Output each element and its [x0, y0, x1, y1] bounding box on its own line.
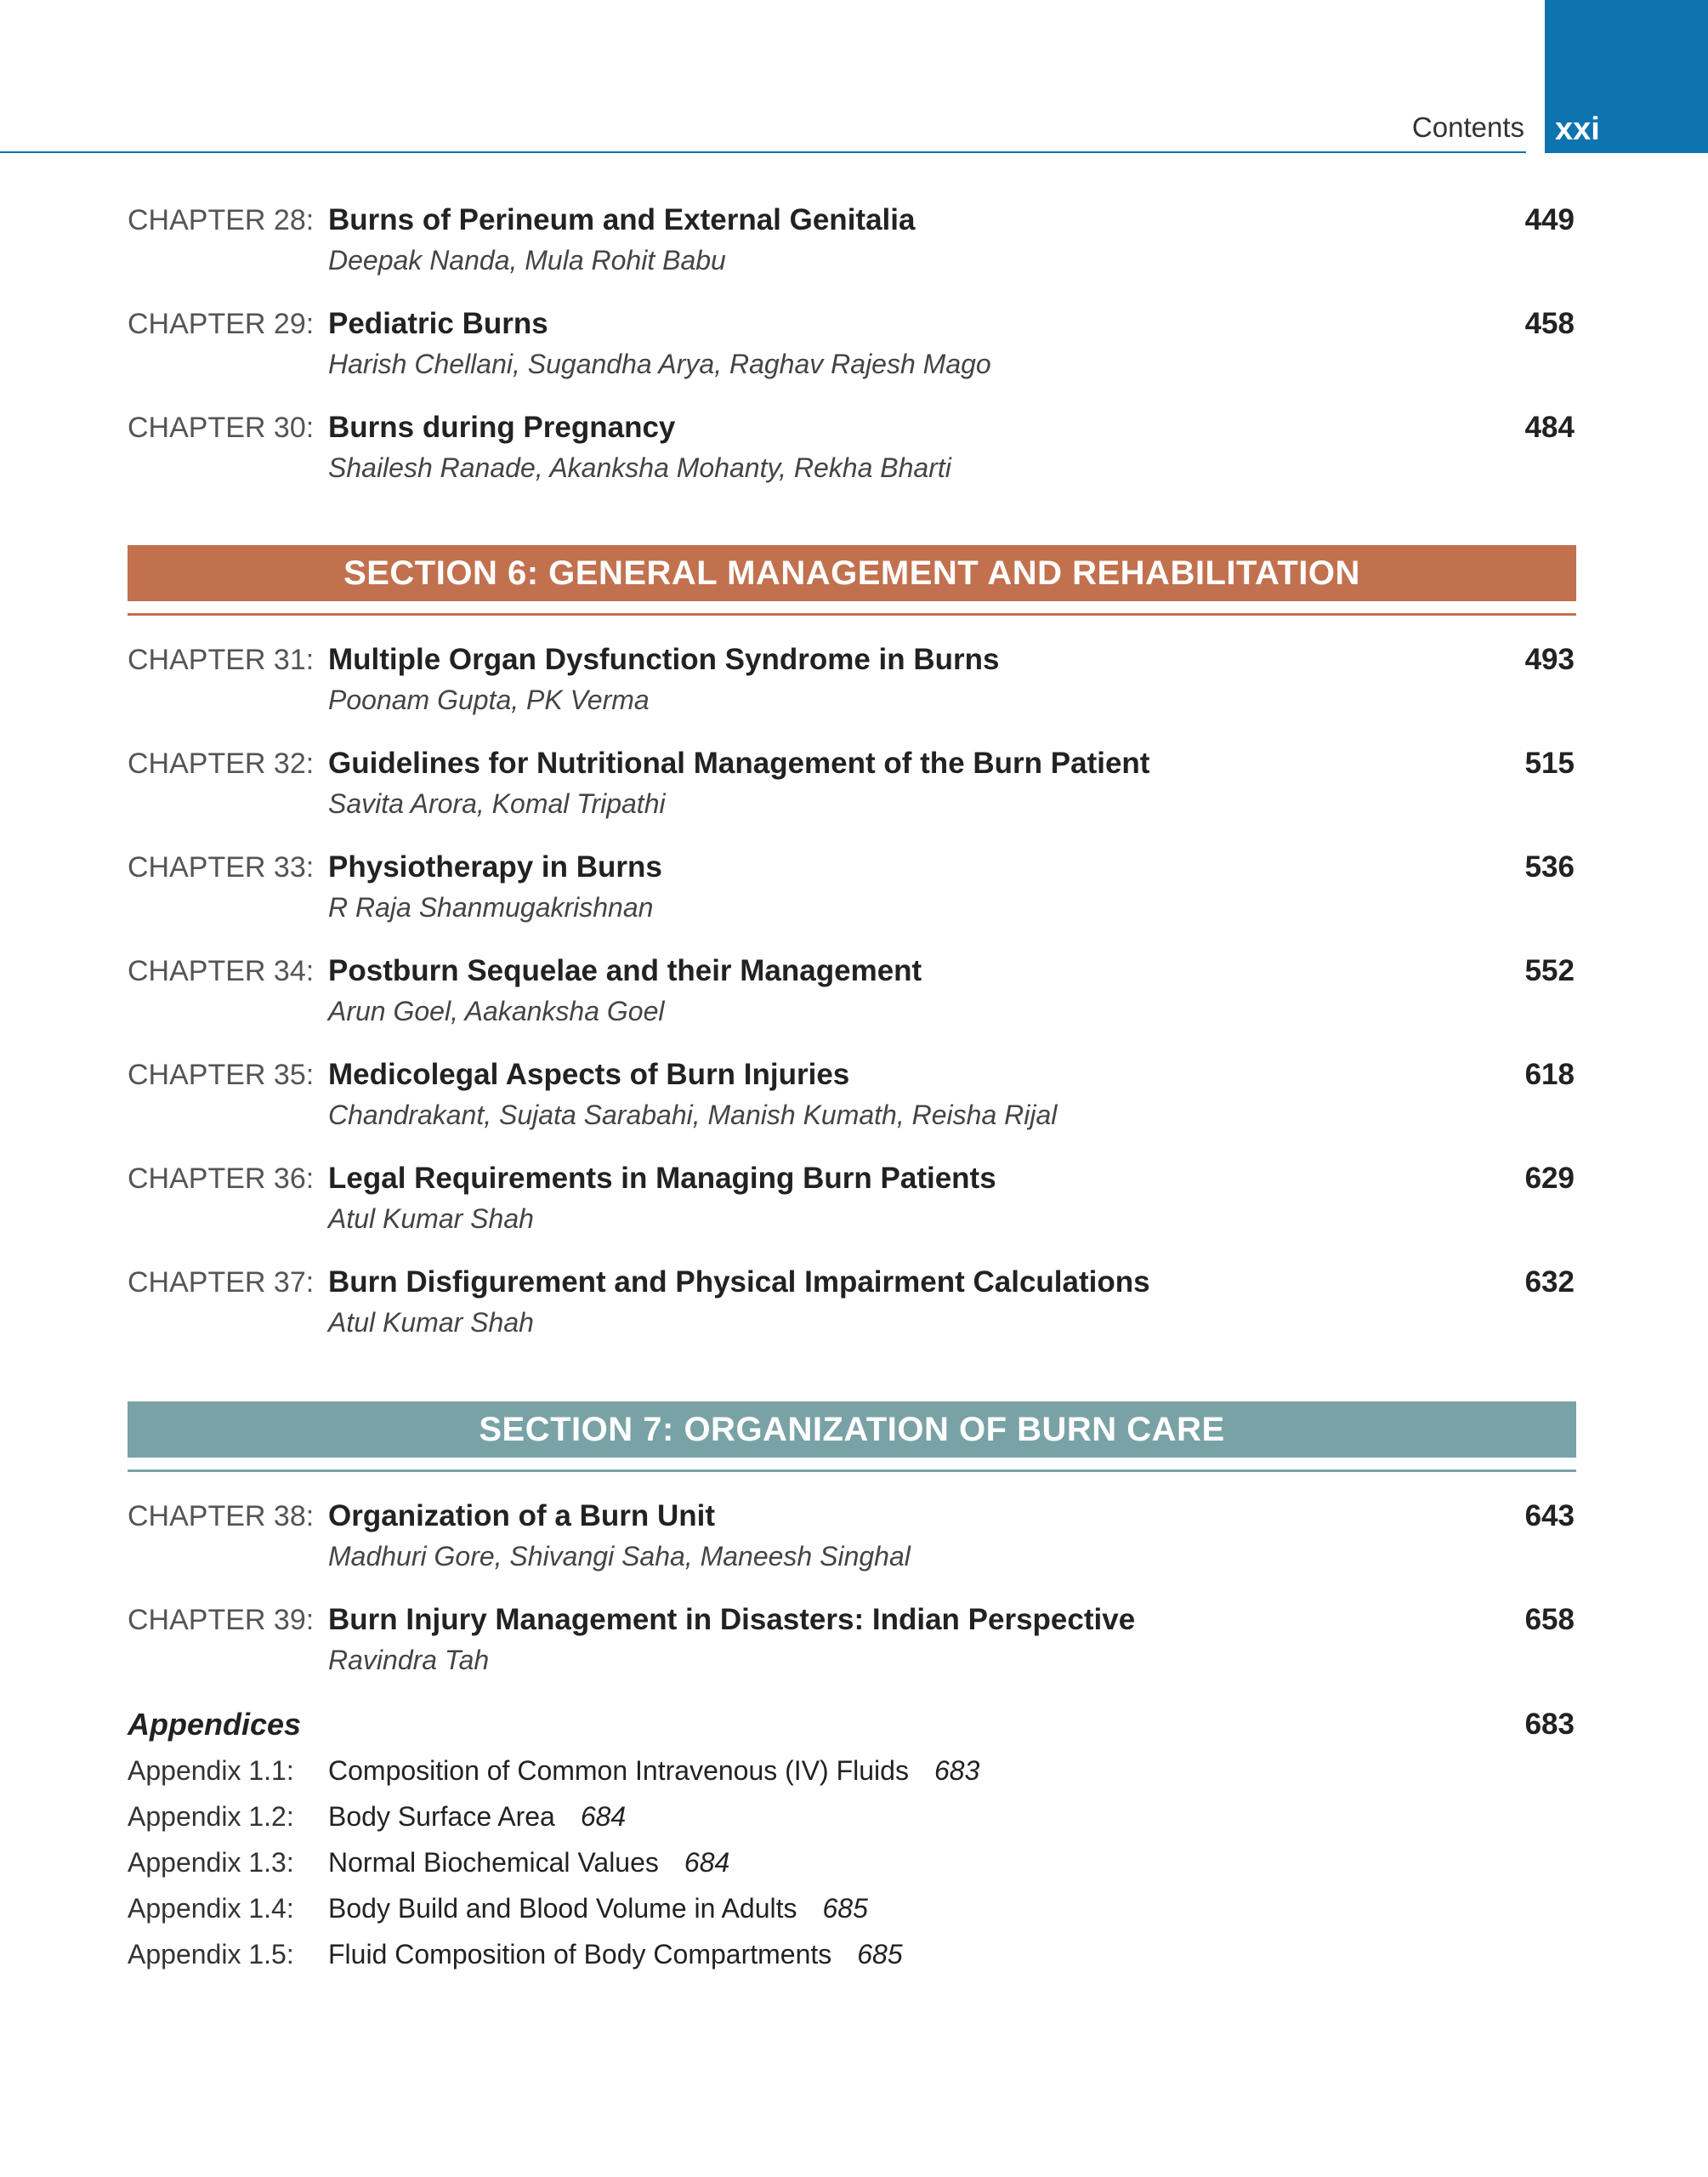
- chapter-page: 618: [1524, 1058, 1575, 1091]
- appendix-item[interactable]: [128, 1752, 1575, 1798]
- section-6-rule: [128, 613, 1576, 616]
- chapter-label: CHAPTER 39:: [128, 1604, 315, 1636]
- chapter-title: Physiotherapy in Burns: [328, 850, 662, 884]
- appendices-page: 683: [1524, 1708, 1575, 1741]
- appendix-item[interactable]: [128, 1890, 1575, 1935]
- chapter-title: Medicolegal Aspects of Burn Injuries: [328, 1058, 850, 1091]
- chapter-label: CHAPTER 36:: [128, 1162, 315, 1195]
- chapter-page: 515: [1524, 747, 1575, 780]
- appendix-title: Body Surface Area: [328, 1801, 555, 1832]
- chapter-page: 536: [1524, 850, 1575, 884]
- chapter-authors: Madhuri Gore, Shivangi Saha, Maneesh Singhal: [328, 1541, 911, 1572]
- appendices-heading[interactable]: [128, 1705, 1575, 1748]
- page-number-tab: [1545, 0, 1708, 153]
- chapter-label: CHAPTER 33:: [128, 851, 315, 884]
- chapter-page: 658: [1524, 1603, 1575, 1636]
- chapter-title: Burns during Pregnancy: [328, 411, 676, 444]
- appendix-page: 685: [822, 1893, 868, 1924]
- appendix-title: Body Build and Blood Volume in Adults: [328, 1893, 797, 1924]
- section-6-bar: [128, 545, 1576, 601]
- page-number: xxi: [1555, 111, 1600, 147]
- chapter-title: Burns of Perineum and External Genitalia: [328, 203, 916, 236]
- appendix-label: Appendix 1.4:: [128, 1893, 294, 1924]
- toc-entry[interactable]: [128, 744, 1575, 848]
- appendix-title: Composition of Common Intravenous (IV) Fluids: [328, 1755, 909, 1786]
- chapter-page: 643: [1524, 1499, 1575, 1532]
- appendix-page: 684: [684, 1847, 730, 1878]
- chapter-title: Burn Injury Management in Disasters: Indian Perspective: [328, 1603, 1136, 1636]
- chapter-authors: Atul Kumar Shah: [328, 1307, 534, 1338]
- chapter-label: CHAPTER 30:: [128, 412, 315, 444]
- chapter-label: CHAPTER 34:: [128, 955, 315, 987]
- appendix-text: [328, 1752, 979, 1789]
- toc-entry[interactable]: [128, 1159, 1575, 1263]
- chapter-page: 632: [1524, 1265, 1575, 1299]
- toc-entry[interactable]: [128, 304, 1575, 408]
- running-head: Contents: [1411, 111, 1524, 143]
- chapter-title: Burn Disfigurement and Physical Impairment Calculations: [328, 1265, 1150, 1299]
- appendix-title: Normal Biochemical Values: [328, 1847, 659, 1878]
- chapter-label: CHAPTER 35:: [128, 1059, 315, 1091]
- chapter-label: CHAPTER 29:: [128, 308, 315, 340]
- toc-entry[interactable]: [128, 640, 1575, 744]
- chapter-authors: Atul Kumar Shah: [328, 1203, 534, 1234]
- appendices-title: Appendices: [128, 1707, 302, 1742]
- appendix-item[interactable]: [128, 1798, 1575, 1844]
- toc-entry[interactable]: [128, 952, 1575, 1055]
- chapter-authors: R Raja Shanmugakrishnan: [328, 892, 654, 923]
- chapter-page: 484: [1524, 411, 1575, 444]
- chapter-authors: Deepak Nanda, Mula Rohit Babu: [328, 245, 726, 276]
- chapter-authors: Shailesh Ranade, Akanksha Mohanty, Rekha Bharti: [328, 452, 951, 483]
- chapter-authors: Chandrakant, Sujata Sarabahi, Manish Kumath, Reisha Rijal: [328, 1100, 1058, 1130]
- appendix-page: 685: [857, 1939, 903, 1970]
- chapter-page: 493: [1524, 643, 1575, 676]
- toc-entry[interactable]: [128, 408, 1575, 512]
- toc-entry[interactable]: [128, 1497, 1575, 1600]
- appendix-label: Appendix 1.5:: [128, 1939, 294, 1970]
- section-6-title: SECTION 6: GENERAL MANAGEMENT AND REHABILITATION: [343, 554, 1360, 592]
- chapter-label: CHAPTER 32:: [128, 747, 315, 780]
- section-7-rule: [128, 1469, 1576, 1472]
- chapter-page: 552: [1524, 954, 1575, 987]
- toc-entry[interactable]: [128, 201, 1575, 304]
- chapter-label: CHAPTER 28:: [128, 204, 315, 236]
- chapter-title: Pediatric Burns: [328, 307, 548, 340]
- chapter-page: 449: [1524, 203, 1575, 236]
- chapter-list-group-3: [128, 1497, 1575, 1704]
- toc-entry[interactable]: [128, 1055, 1575, 1159]
- toc-entry[interactable]: [128, 1263, 1575, 1367]
- section-7-title: SECTION 7: ORGANIZATION OF BURN CARE: [479, 1410, 1225, 1448]
- toc-entry[interactable]: [128, 848, 1575, 952]
- appendix-text: [328, 1890, 868, 1927]
- chapter-authors: Poonam Gupta, PK Verma: [328, 685, 650, 715]
- appendix-label: Appendix 1.3:: [128, 1847, 294, 1878]
- chapter-page: 458: [1524, 307, 1575, 340]
- appendix-text: [328, 1798, 626, 1835]
- appendix-page: 683: [933, 1755, 980, 1786]
- chapter-authors: Arun Goel, Aakanksha Goel: [328, 996, 665, 1026]
- chapter-authors: Savita Arora, Komal Tripathi: [328, 788, 666, 819]
- chapter-label: CHAPTER 37:: [128, 1266, 315, 1299]
- chapter-title: Multiple Organ Dysfunction Syndrome in Burns: [328, 643, 1000, 676]
- appendix-text: [328, 1935, 903, 1973]
- chapter-authors: Ravindra Tah: [328, 1645, 490, 1675]
- appendix-label: Appendix 1.1:: [128, 1755, 294, 1786]
- appendix-item[interactable]: [128, 1935, 1575, 1981]
- appendix-item[interactable]: [128, 1844, 1575, 1890]
- appendix-page: 684: [580, 1801, 627, 1832]
- appendix-list: [128, 1752, 1575, 1981]
- chapter-list-group-2: [128, 640, 1575, 1367]
- chapter-list-group-1: [128, 201, 1575, 512]
- section-7-bar: [128, 1401, 1576, 1458]
- chapter-title: Postburn Sequelae and their Management: [328, 954, 922, 987]
- toc-entry[interactable]: [128, 1600, 1575, 1704]
- chapter-title: Guidelines for Nutritional Management of the Burn Patient: [328, 747, 1150, 780]
- appendix-label: Appendix 1.2:: [128, 1801, 294, 1832]
- chapter-label: CHAPTER 31:: [128, 644, 315, 676]
- chapter-authors: Harish Chellani, Sugandha Arya, Raghav Rajesh Mago: [328, 349, 991, 379]
- chapter-label: CHAPTER 38:: [128, 1500, 315, 1532]
- section-6-band: [128, 545, 1576, 603]
- chapter-page: 629: [1524, 1162, 1575, 1195]
- chapter-title: Legal Requirements in Managing Burn Patients: [328, 1162, 996, 1195]
- section-7-band: [128, 1401, 1576, 1459]
- header-rule: [0, 151, 1526, 153]
- appendix-text: [328, 1844, 729, 1881]
- appendix-title: Fluid Composition of Body Compartments: [328, 1939, 832, 1970]
- chapter-title: Organization of a Burn Unit: [328, 1499, 715, 1532]
